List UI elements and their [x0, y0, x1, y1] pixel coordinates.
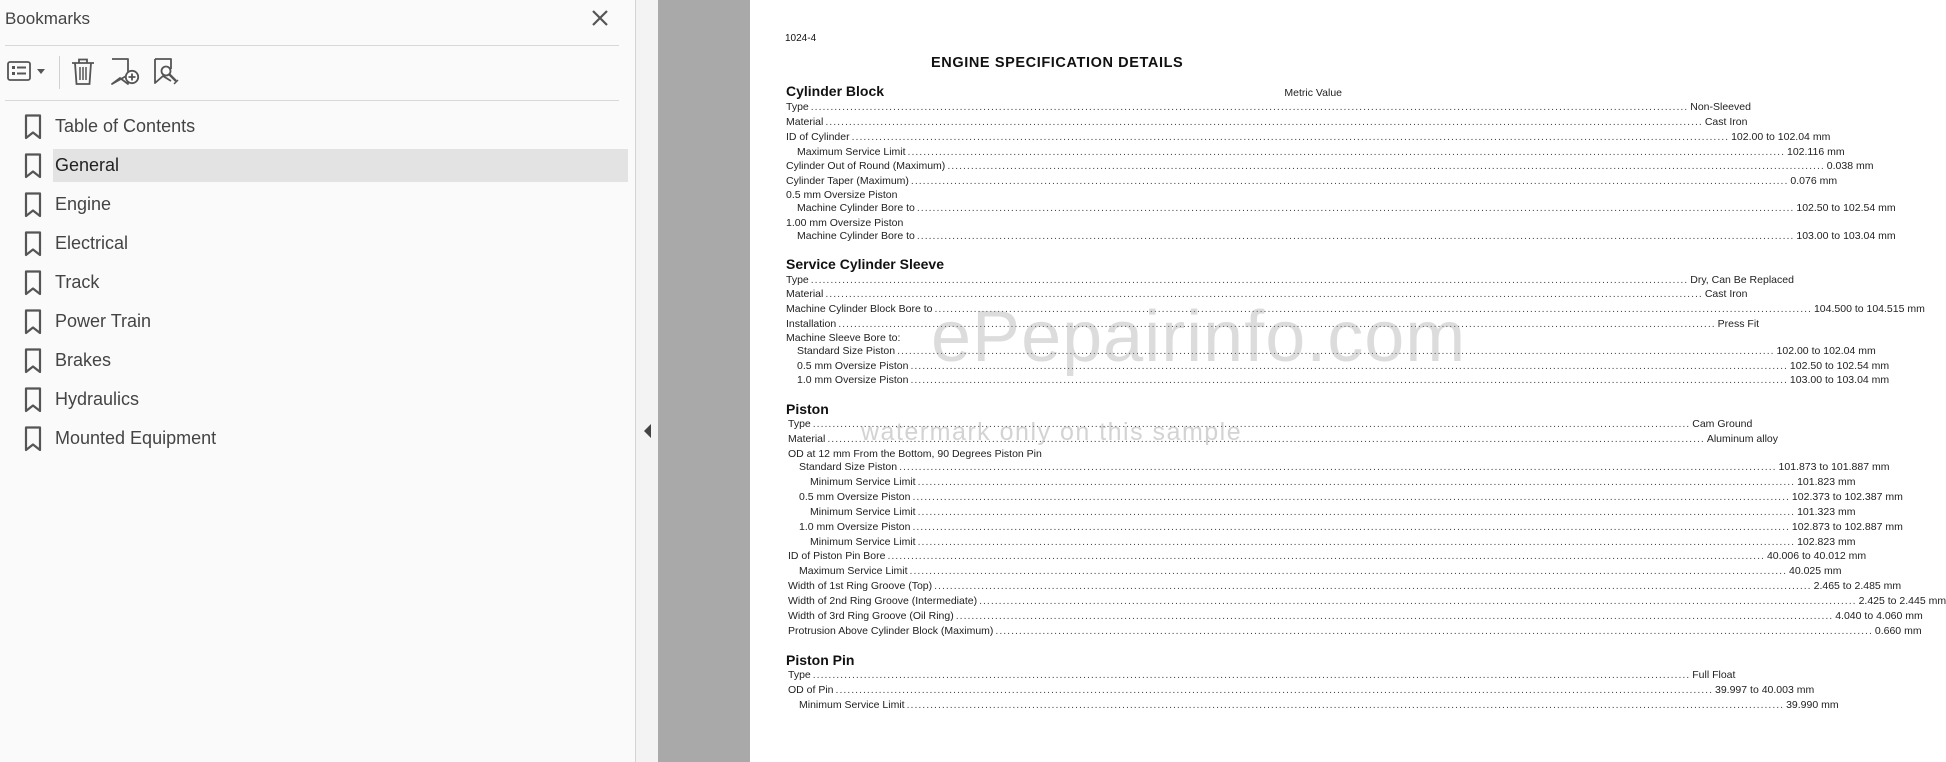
spec-line: Installation ..... Press Fit [786, 318, 1342, 332]
bookmark-item[interactable] [0, 379, 635, 418]
bookmark-item[interactable] [0, 301, 635, 340]
spec-line: 0.5 mm Oversize Piston ..... 102.50 to 102.54 mm [797, 360, 1342, 374]
spec-line: Material ..... Cast Iron [786, 288, 1342, 302]
spec-line: Maximum Service Limit ..... 40.025 mm [799, 565, 1340, 579]
bookmark-label: Electrical [55, 233, 129, 253]
bookmark-item[interactable] [0, 223, 635, 262]
document-title: ENGINE SPECIFICATION DETAILS [931, 55, 1184, 71]
panel-title: Bookmarks [5, 9, 91, 28]
viewer-background [658, 0, 750, 762]
bookmark-icon [24, 426, 42, 452]
spec-subheading: Machine Sleeve Bore to: [786, 332, 901, 344]
spec-line: Width of 1st Ring Groove (Top) ..... 2.465 to 2.485 mm [788, 580, 1340, 594]
spec-subheading: 1.00 mm Oversize Piston [786, 217, 904, 229]
spec-line: Material ..... Cast Iron [786, 116, 1342, 130]
find-bookmark-button[interactable] [150, 55, 184, 89]
bookmark-item[interactable] [0, 262, 635, 301]
spec-line: 0.5 mm Oversize Piston ..... 102.373 to 102.387 mm [799, 491, 1340, 505]
spec-subheading: OD at 12 mm From the Bottom, 90 Degrees Piston Pin [788, 448, 1042, 460]
bookmark-label: Table of Contents [55, 116, 196, 136]
panel-splitter[interactable] [636, 0, 658, 762]
collapse-left-icon [642, 423, 652, 439]
spec-line: 1.0 mm Oversize Piston ..... 103.00 to 103.04 mm [797, 374, 1342, 388]
spec-line: Machine Cylinder Bore to ..... 102.50 to 102.54 mm [797, 202, 1342, 216]
close-panel-button[interactable] [588, 6, 612, 30]
bookmark-label: Brakes [55, 350, 112, 370]
close-icon [588, 6, 612, 30]
collapse-panel-button[interactable] [642, 423, 652, 439]
bookmark-list [0, 106, 635, 457]
bookmark-icon [24, 153, 42, 179]
bookmark-label: Power Train [55, 311, 152, 331]
spec-line: Cylinder Taper (Maximum) ..... 0.076 mm [786, 175, 1342, 189]
bookmark-icon [24, 114, 42, 140]
spec-line: Width of 2nd Ring Groove (Intermediate) ..... 2.425 to 2.445 mm [788, 595, 1340, 609]
spec-line: Machine Cylinder Block Bore to ..... 104.500 to 104.515 mm [786, 303, 1342, 317]
bookmark-icon [24, 192, 42, 218]
spec-subheading: 0.5 mm Oversize Piston [786, 189, 898, 201]
spec-line: Minimum Service Limit ..... 101.823 mm [810, 476, 1340, 490]
spec-line: Minimum Service Limit ..... 102.823 mm [810, 536, 1340, 550]
bookmark-icon [24, 231, 42, 257]
spec-line: Minimum Service Limit ..... 39.990 mm [799, 699, 1343, 713]
list-options-icon [6, 55, 50, 89]
page-number: 1024-4 [785, 33, 817, 44]
spec-line: Type ..... Cam Ground [788, 418, 1344, 432]
bookmark-item[interactable] [0, 184, 635, 223]
bookmark-label: General [53, 149, 628, 182]
spec-line: Width of 3rd Ring Groove (Oil Ring) ..... 4.040 to 4.060 mm [788, 610, 1340, 624]
spec-line: Type ..... Dry, Can Be Replaced [786, 274, 1342, 288]
section-heading-piston: Piston [786, 401, 829, 417]
new-bookmark-button[interactable] [108, 55, 142, 89]
bookmark-label: Engine [55, 194, 112, 214]
bookmark-item[interactable] [0, 340, 635, 379]
new-bookmark-icon [108, 55, 142, 89]
bookmark-item[interactable] [0, 145, 635, 184]
spec-line: Protrusion Above Cylinder Block (Maximum) ..... 0.660 mm [788, 625, 1340, 639]
bookmark-icon [24, 387, 42, 413]
spec-line: Standard Size Piston ..... 101.873 to 101.887 mm [799, 461, 1340, 475]
bookmark-label: Mounted Equipment [55, 428, 217, 448]
spec-line: ID of Cylinder ..... 102.00 to 102.04 mm [786, 131, 1342, 145]
spec-line: ID of Piston Pin Bore ..... 40.006 to 40.012 mm [788, 550, 1340, 564]
watermark-text: watermark only on this sample [861, 418, 1243, 446]
bookmark-options-button[interactable] [6, 55, 50, 89]
spec-line: Material ..... Aluminum alloy [788, 433, 1344, 447]
spec-line: Type ..... Full Float [788, 669, 1343, 683]
spec-line: Machine Cylinder Bore to ..... 103.00 to 103.04 mm [797, 230, 1342, 244]
bookmark-label: Track [55, 272, 100, 292]
bookmark-item[interactable] [0, 106, 635, 145]
title-divider [5, 45, 619, 46]
spec-line: Standard Size Piston ..... 102.00 to 102.04 mm [797, 345, 1342, 359]
section-heading-sleeve: Service Cylinder Sleeve [786, 256, 944, 272]
trash-icon [68, 55, 98, 89]
spec-line: Minimum Service Limit ..... 101.323 mm [810, 506, 1340, 520]
metric-value-header: Metric Value [1284, 87, 1342, 99]
bookmark-icon [24, 348, 42, 374]
section-heading-piston-pin: Piston Pin [786, 652, 855, 668]
watermark-logo: ePepairinfo.com [931, 297, 1467, 377]
bookmarks-panel [0, 0, 636, 762]
document-page [751, 0, 1946, 762]
find-bookmark-icon [150, 55, 184, 89]
spec-line: OD of Pin ..... 39.997 to 40.003 mm [788, 684, 1343, 698]
bookmark-item[interactable] [0, 418, 635, 457]
toolbar-divider [59, 56, 60, 89]
delete-bookmark-button[interactable] [68, 55, 98, 89]
spec-line: Type ..... Non-Sleeved [786, 101, 1342, 115]
bookmark-icon [24, 270, 42, 296]
bookmark-label: Hydraulics [55, 389, 140, 409]
bookmark-icon [24, 309, 42, 335]
section-heading-cylinder-block: Cylinder Block [786, 83, 885, 99]
spec-line: Maximum Service Limit ..... 102.116 mm [797, 146, 1342, 160]
toolbar-divider-bottom [5, 100, 619, 101]
spec-line: 1.0 mm Oversize Piston ..... 102.873 to 102.887 mm [799, 521, 1340, 535]
spec-line: Cylinder Out of Round (Maximum) ..... 0.038 mm [786, 160, 1342, 174]
